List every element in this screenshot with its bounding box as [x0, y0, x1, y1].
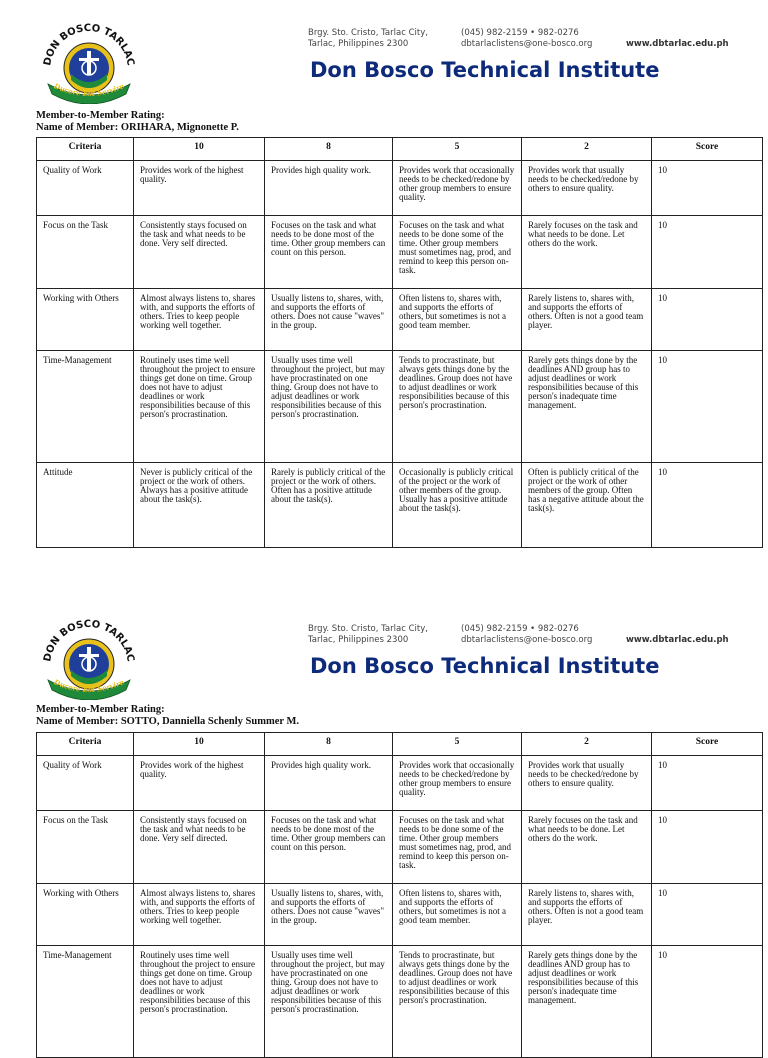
criteria-cell: Focus on the Task [37, 811, 134, 884]
score-cell: 10 [652, 463, 763, 548]
score-cell: 10 [652, 351, 763, 463]
column-header: 8 [265, 138, 393, 161]
contact [461, 28, 592, 50]
member-line [36, 716, 299, 728]
score-cell: 10 [652, 884, 763, 946]
descriptor-cell: Usually uses time well throughout the project, but may have procrastinated on one thing. Group does not have to adjust deadlines or work responsibilities because of this person's procrastination. [265, 946, 393, 1058]
address-line: Tarlac, Philippines 2300 [308, 39, 409, 49]
descriptor-cell: Almost always listens to, shares with, and supports the efforts of others. Tries to keep people working well together. [134, 289, 265, 351]
criteria-cell: Time-Management [37, 946, 134, 1058]
descriptor-cell: Provides high quality work. [265, 161, 393, 216]
table-row [37, 161, 763, 216]
descriptor-cell: Focuses on the task and what needs to be done some of the time. Other group members must sometimes nag, prod, and remind to keep this person on-task. [393, 811, 522, 884]
criteria-cell: Quality of Work [37, 756, 134, 811]
column-header: 5 [393, 733, 522, 756]
table-row [37, 884, 763, 946]
descriptor-cell: Usually listens to, shares, with, and supports the efforts of others. Does not cause "waves" in the group. [265, 884, 393, 946]
table-row [37, 463, 763, 548]
descriptor-cell: Focuses on the task and what needs to be done most of the time. Other group members can count on this person. [265, 811, 393, 884]
column-header: 2 [522, 138, 652, 161]
descriptor-cell: Often listens to, shares with, and supports the efforts of others, but sometimes is not a good team member. [393, 289, 522, 351]
column-header: Criteria [37, 733, 134, 756]
column-header: 2 [522, 733, 652, 756]
institute-name: Don Bosco Technical Institute [310, 58, 660, 82]
score-cell: 10 [652, 946, 763, 1058]
descriptor-cell: Consistently stays focused on the task and what needs to be done. Very self directed. [134, 216, 265, 289]
criteria-cell: Time-Management [37, 351, 134, 463]
descriptor-cell: Focuses on the task and what needs to be done some of the time. Other group members must sometimes nag, prod, and remind to keep this person on-task. [393, 216, 522, 289]
don-bosco-logo [34, 18, 144, 104]
descriptor-cell: Focuses on the task and what needs to be done most of the time. Other group members can count on this person. [265, 216, 393, 289]
descriptor-cell: Consistently stays focused on the task and what needs to be done. Very self directed. [134, 811, 265, 884]
column-header: Score [652, 138, 763, 161]
email-address: dbtarlaclistens@one-bosco.org [461, 635, 593, 645]
logo-text: DON BOSCO TARLAC [42, 22, 136, 67]
descriptor-cell: Provides work that usually needs to be checked/redone by others to ensure quality. [522, 161, 652, 216]
rating-sheet-2 [0, 596, 768, 1014]
member-name: SOTTO, Danniella Schenly Summer M. [120, 716, 299, 727]
member-line [36, 122, 239, 134]
descriptor-cell: Routinely uses time well throughout the project to ensure things get done on time. Group does not have to adjust deadlines or work responsibilities because of this person's procrastination. [134, 351, 265, 463]
descriptor-cell: Provides work of the highest quality. [134, 756, 265, 811]
form-title: Member-to-Member Rating: [36, 110, 165, 121]
address-line: Brgy. Sto. Cristo, Tarlac City, [308, 28, 428, 38]
website: www.dbtarlac.edu.ph [626, 635, 729, 645]
column-header: 10 [134, 138, 265, 161]
descriptor-cell: Almost always listens to, shares with, and supports the efforts of others. Tries to keep people working well together. [134, 884, 265, 946]
rating-sheet-1 [0, 0, 768, 513]
descriptor-cell: Provides work that usually needs to be checked/redone by others to ensure quality. [522, 756, 652, 811]
criteria-cell: Working with Others [37, 884, 134, 946]
descriptor-cell: Tends to procrastinate, but always gets things done by the deadlines. Group does not have to adjust deadlines or work responsibilities because of this person's procrastination. [393, 351, 522, 463]
member-label: Name of Member: [36, 122, 119, 133]
descriptor-cell: Provides high quality work. [265, 756, 393, 811]
rubric-table [36, 732, 763, 1058]
letterhead [0, 0, 768, 100]
member-name: ORIHARA, Mignonette P. [120, 122, 239, 133]
table-row [37, 289, 763, 351]
descriptor-cell: Rarely is publicly critical of the project or the work of others. Often has a positive attitude about the task(s). [265, 463, 393, 548]
descriptor-cell: Usually listens to, shares, with, and supports the efforts of others. Does not cause "waves" in the group. [265, 289, 393, 351]
score-cell: 10 [652, 216, 763, 289]
descriptor-cell: Rarely focuses on the task and what needs to be done. Let others do the work. [522, 811, 652, 884]
logo-motto: Ducere Est Servire [52, 81, 126, 99]
rubric-header-row [37, 733, 763, 756]
column-header: Score [652, 733, 763, 756]
rating-meta [36, 110, 239, 134]
table-row [37, 351, 763, 463]
criteria-cell: Working with Others [37, 289, 134, 351]
phone-number: (045) 982-2159 • 982-0276 [461, 624, 579, 634]
phone-number: (045) 982-2159 • 982-0276 [461, 28, 579, 38]
address-line: Tarlac, Philippines 2300 [308, 635, 409, 645]
criteria-cell: Quality of Work [37, 161, 134, 216]
descriptor-cell: Rarely gets things done by the deadlines AND group has to adjust deadlines or work responsibilities because of this person's inadequate time management. [522, 946, 652, 1058]
column-header: 5 [393, 138, 522, 161]
column-header: 10 [134, 733, 265, 756]
descriptor-cell: Provides work that occasionally needs to be checked/redone by other group members to ensure quality. [393, 756, 522, 811]
descriptor-cell: Rarely listens to, shares with, and supports the efforts of others. Often is not a good team player. [522, 884, 652, 946]
logo-motto: Ducere Est Servire [52, 677, 126, 695]
contact [461, 624, 592, 646]
rating-meta [36, 704, 299, 728]
score-cell: 10 [652, 811, 763, 884]
descriptor-cell: Provides work that occasionally needs to be checked/redone by other group members to ensure quality. [393, 161, 522, 216]
institute-name: Don Bosco Technical Institute [310, 654, 660, 678]
descriptor-cell: Usually uses time well throughout the project, but may have procrastinated on one thing. Group does not have to adjust deadlines or work responsibilities because of this person's procrastination. [265, 351, 393, 463]
column-header: Criteria [37, 138, 134, 161]
descriptor-cell: Often listens to, shares with, and supports the efforts of others, but sometimes is not a good team member. [393, 884, 522, 946]
rubric-header-row [37, 138, 763, 161]
table-row [37, 946, 763, 1058]
address [308, 624, 428, 646]
descriptor-cell: Rarely focuses on the task and what needs to be done. Let others do the work. [522, 216, 652, 289]
descriptor-cell: Tends to procrastinate, but always gets things done by the deadlines. Group does not have to adjust deadlines or work responsibilities because of this person's procrastination. [393, 946, 522, 1058]
form-title: Member-to-Member Rating: [36, 704, 165, 715]
website: www.dbtarlac.edu.ph [626, 39, 729, 49]
letterhead [0, 596, 768, 696]
descriptor-cell: Routinely uses time well throughout the project to ensure things get done on time. Group does not have to adjust deadlines or work responsibilities because of this person's procrastination. [134, 946, 265, 1058]
score-cell: 10 [652, 161, 763, 216]
table-row [37, 756, 763, 811]
logo-text: DON BOSCO TARLAC [42, 618, 136, 663]
don-bosco-logo [34, 614, 144, 700]
score-cell: 10 [652, 756, 763, 811]
descriptor-cell: Rarely listens to, shares with, and supports the efforts of others. Often is not a good team player. [522, 289, 652, 351]
address-line: Brgy. Sto. Cristo, Tarlac City, [308, 624, 428, 634]
descriptor-cell: Never is publicly critical of the project or the work of others. Always has a positive attitude about the task(s). [134, 463, 265, 548]
rubric-table [36, 137, 763, 548]
address [308, 28, 428, 50]
email-address: dbtarlaclistens@one-bosco.org [461, 39, 593, 49]
descriptor-cell: Rarely gets things done by the deadlines AND group has to adjust deadlines or work responsibilities because of this person's inadequate time management. [522, 351, 652, 463]
descriptor-cell: Provides work of the highest quality. [134, 161, 265, 216]
member-label: Name of Member: [36, 716, 119, 727]
column-header: 8 [265, 733, 393, 756]
criteria-cell: Focus on the Task [37, 216, 134, 289]
table-row [37, 811, 763, 884]
criteria-cell: Attitude [37, 463, 134, 548]
descriptor-cell: Occasionally is publicly critical of the project or the work of other members of the group. Usually has a positive attitude about the task(s). [393, 463, 522, 548]
score-cell: 10 [652, 289, 763, 351]
descriptor-cell: Often is publicly critical of the project or the work of other members of the group. Often has a negative attitude about the task(s). [522, 463, 652, 548]
table-row [37, 216, 763, 289]
